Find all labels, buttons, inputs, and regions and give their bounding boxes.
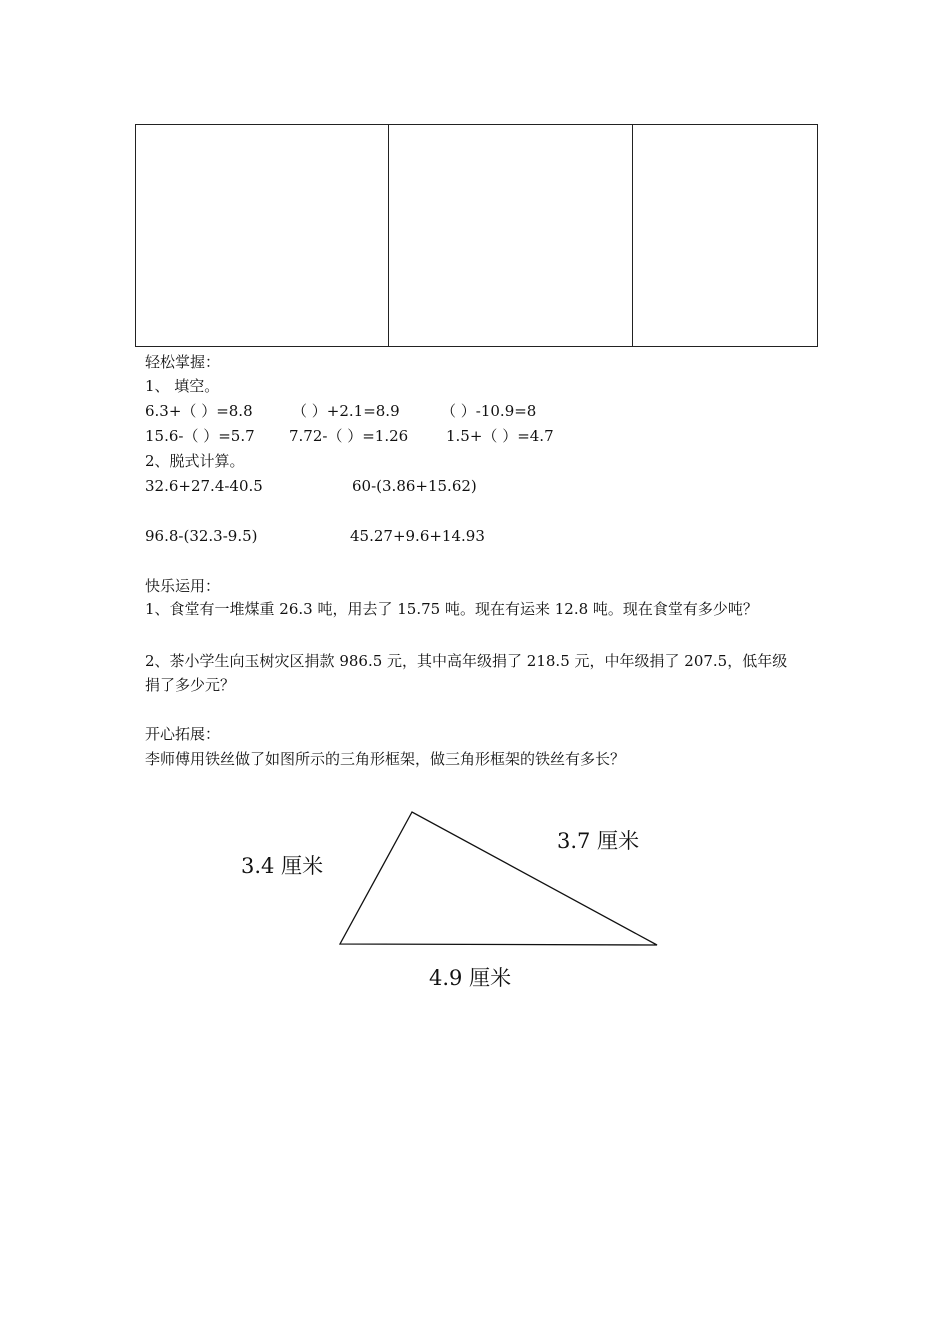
calc-item-2: 60-(3.86+15.62): [352, 477, 477, 495]
calc-item-4: 45.27+9.6+14.93: [350, 527, 485, 545]
fill-item-1: 6.3+（ ）=8.8: [145, 402, 253, 420]
fill-item-5: 7.72-（ ）=1.26: [289, 427, 409, 445]
fill-item-3: （ ）-10.9=8: [441, 402, 537, 420]
problem-1: 1、食堂有一堆煤重 26.3 吨，用去了 15.75 吨。现在有运来 12.8 吨。现在食堂有多少吨？: [145, 600, 758, 618]
problem-2-line-1: 2、茶小学生向玉树灾区捐款 986.5 元，其中高年级捐了 218.5 元，中年级捐了 207.5，低年级: [145, 652, 788, 670]
problem-2-line-2: 捐了多少元？: [145, 676, 236, 694]
fill-item-4: 15.6-（ ）=5.7: [145, 427, 255, 445]
triangle-right-label: 3.7 厘米: [557, 829, 640, 853]
calc-item-1: 32.6+27.4-40.5: [145, 477, 263, 495]
triangle-bottom-label: 4.9 厘米: [429, 966, 512, 990]
triangle-left-label: 3.4 厘米: [241, 854, 324, 878]
fill-item-2: （ ）+2.1=8.9: [292, 402, 400, 420]
calc-title: 2、脱式计算。: [145, 452, 245, 470]
section-extend-title: 开心拓展：: [145, 725, 221, 743]
section-happy-title: 快乐运用：: [145, 577, 221, 595]
extend-question: 李师傅用铁丝做了如图所示的三角形框架，做三角形框架的铁丝有多长？: [145, 750, 626, 768]
calc-item-3: 96.8-(32.3-9.5): [145, 527, 258, 545]
fill-title: 1、 填空。: [145, 377, 220, 395]
section-easy-title: 轻松掌握：: [145, 353, 221, 371]
fill-item-6: 1.5+（ ）=4.7: [446, 427, 554, 445]
